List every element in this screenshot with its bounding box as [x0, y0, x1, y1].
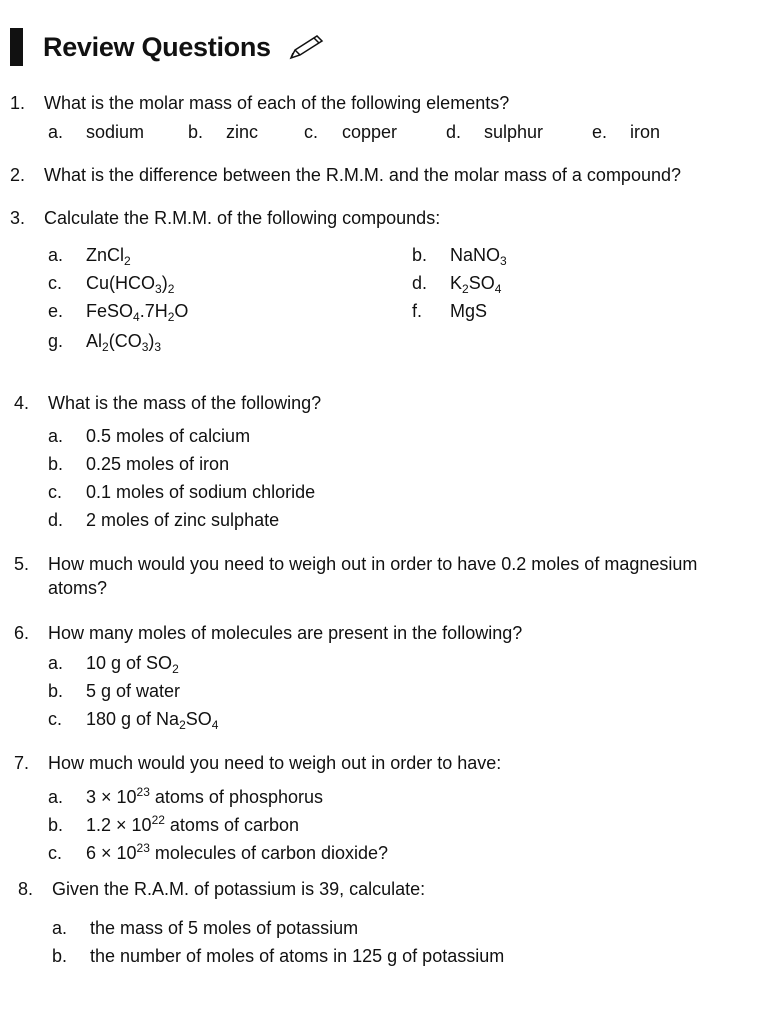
question-number: 3. [10, 208, 26, 228]
item-text: $3 \times 10^{23}$ atoms of phosphorus [86, 785, 324, 807]
question-2 [10, 164, 750, 188]
question-text: What is the mass of the following? [48, 393, 322, 413]
q8-item-a [52, 918, 358, 939]
question-number: 2. [10, 165, 26, 185]
q7-item-b [48, 815, 299, 836]
item-label: c. [48, 843, 63, 863]
formula-mgs: MgS [450, 301, 488, 321]
question-number: 8. [18, 879, 34, 899]
question-number: 6. [14, 623, 30, 643]
page-title: Review Questions [43, 31, 271, 62]
item-text: 180 g of $Na_2SO_4$ [86, 709, 219, 732]
q3-item-c [48, 273, 174, 296]
formula-al2co33: $Al_2(CO_3)_3$ [86, 331, 162, 354]
item-label: a. [48, 653, 64, 673]
item-label: a. [48, 122, 64, 142]
q8-item-b [52, 946, 504, 967]
question-3 [10, 207, 750, 231]
question-7 [14, 752, 754, 776]
item-text: the number of moles of atoms in 125 g of potassium [90, 946, 505, 966]
q1-item-c [304, 122, 397, 143]
pencil-icon [287, 32, 327, 62]
q6-item-a [48, 653, 179, 676]
item-text: 0.25 moles of iron [86, 454, 230, 474]
item-text: sulphur [484, 122, 544, 142]
q1-item-b [188, 122, 258, 143]
question-1 [10, 92, 750, 116]
section-header [10, 28, 327, 66]
q3-item-b [412, 245, 507, 268]
item-text: 5 g of water [86, 681, 181, 701]
question-number: 4. [14, 393, 30, 413]
q3-item-e [48, 301, 188, 324]
question-number: 1. [10, 93, 26, 113]
q6-item-c [48, 709, 218, 732]
q4-item-a [48, 426, 250, 447]
item-label: b. [412, 245, 428, 265]
question-8 [18, 878, 758, 902]
item-label: a. [52, 918, 68, 938]
q3-item-g [48, 331, 161, 354]
q3-item-f [412, 301, 487, 322]
item-text: 0.1 moles of sodium chloride [86, 482, 316, 502]
item-text: 0.5 moles of calcium [86, 426, 251, 446]
item-label: e. [592, 122, 608, 142]
question-number: 5. [14, 554, 30, 574]
q7-item-a [48, 787, 323, 808]
item-label: a. [48, 787, 64, 807]
q3-item-a [48, 245, 131, 268]
formula-cuhco3: $Cu(HCO_3)_2$ [86, 273, 175, 296]
q4-item-d [48, 510, 279, 531]
question-text: What is the difference between the R.M.M. and the molar mass of a compound? [44, 165, 681, 185]
question-text: Calculate the R.M.M. of the following compounds: [44, 208, 441, 228]
question-text: How much would you need to weigh out in order to have: [48, 753, 502, 773]
item-text: $1.2 \times 10^{22}$ atoms of carbon [86, 813, 299, 835]
q3-item-d [412, 273, 501, 296]
item-label: b. [52, 946, 68, 966]
q1-item-d [446, 122, 543, 143]
question-text: How many moles of molecules are present in the following? [48, 623, 523, 643]
item-label: d. [48, 510, 64, 530]
q4-item-b [48, 454, 229, 475]
item-label: c. [48, 482, 63, 502]
item-text: sodium [86, 122, 145, 142]
question-number: 7. [14, 753, 30, 773]
item-text: iron [630, 122, 661, 142]
question-text-line2: atoms? [48, 578, 108, 598]
item-label: a. [48, 245, 64, 265]
item-label: b. [48, 815, 64, 835]
item-label: d. [412, 273, 428, 293]
q1-item-a [48, 122, 144, 143]
item-label: f. [412, 301, 423, 321]
formula-nano3: NaNO$_3$ [450, 245, 507, 268]
item-label: b. [48, 454, 64, 474]
item-label: b. [48, 681, 64, 701]
item-text: $6 \times 10^{23}$ molecules of carbon dioxide? [86, 841, 389, 863]
item-label: a. [48, 426, 64, 446]
q1-item-e [592, 122, 660, 143]
item-label: b. [188, 122, 204, 142]
question-5 [14, 553, 754, 603]
item-label: g. [48, 331, 64, 351]
formula-k2so4: $K_2SO_4$ [450, 273, 502, 296]
q7-item-c [48, 843, 388, 864]
header-bar [10, 28, 23, 66]
item-label: e. [48, 301, 64, 321]
q4-item-c [48, 482, 315, 503]
question-text: Given the R.A.M. of potassium is 39, calculate: [52, 879, 426, 899]
item-label: c. [48, 273, 63, 293]
item-text: 2 moles of zinc sulphate [86, 510, 280, 530]
item-text: zinc [226, 122, 259, 142]
q6-item-b [48, 681, 180, 702]
item-label: c. [304, 122, 319, 142]
question-6 [14, 622, 754, 646]
item-text: copper [342, 122, 398, 142]
question-text-line1: How much would you need to weigh out in order to have 0.2 moles of magnesium [48, 554, 698, 574]
formula-feso4: $FeSO_4.7H_2O$ [86, 301, 189, 324]
formula-znc12: ZnCl$_2$ [86, 245, 131, 268]
item-label: d. [446, 122, 462, 142]
item-label: c. [48, 709, 63, 729]
question-text: What is the molar mass of each of the following elements? [44, 93, 510, 113]
item-text: 10 g of $SO_2$ [86, 653, 179, 676]
item-text: the mass of 5 moles of potassium [90, 918, 359, 938]
question-4 [14, 392, 754, 416]
